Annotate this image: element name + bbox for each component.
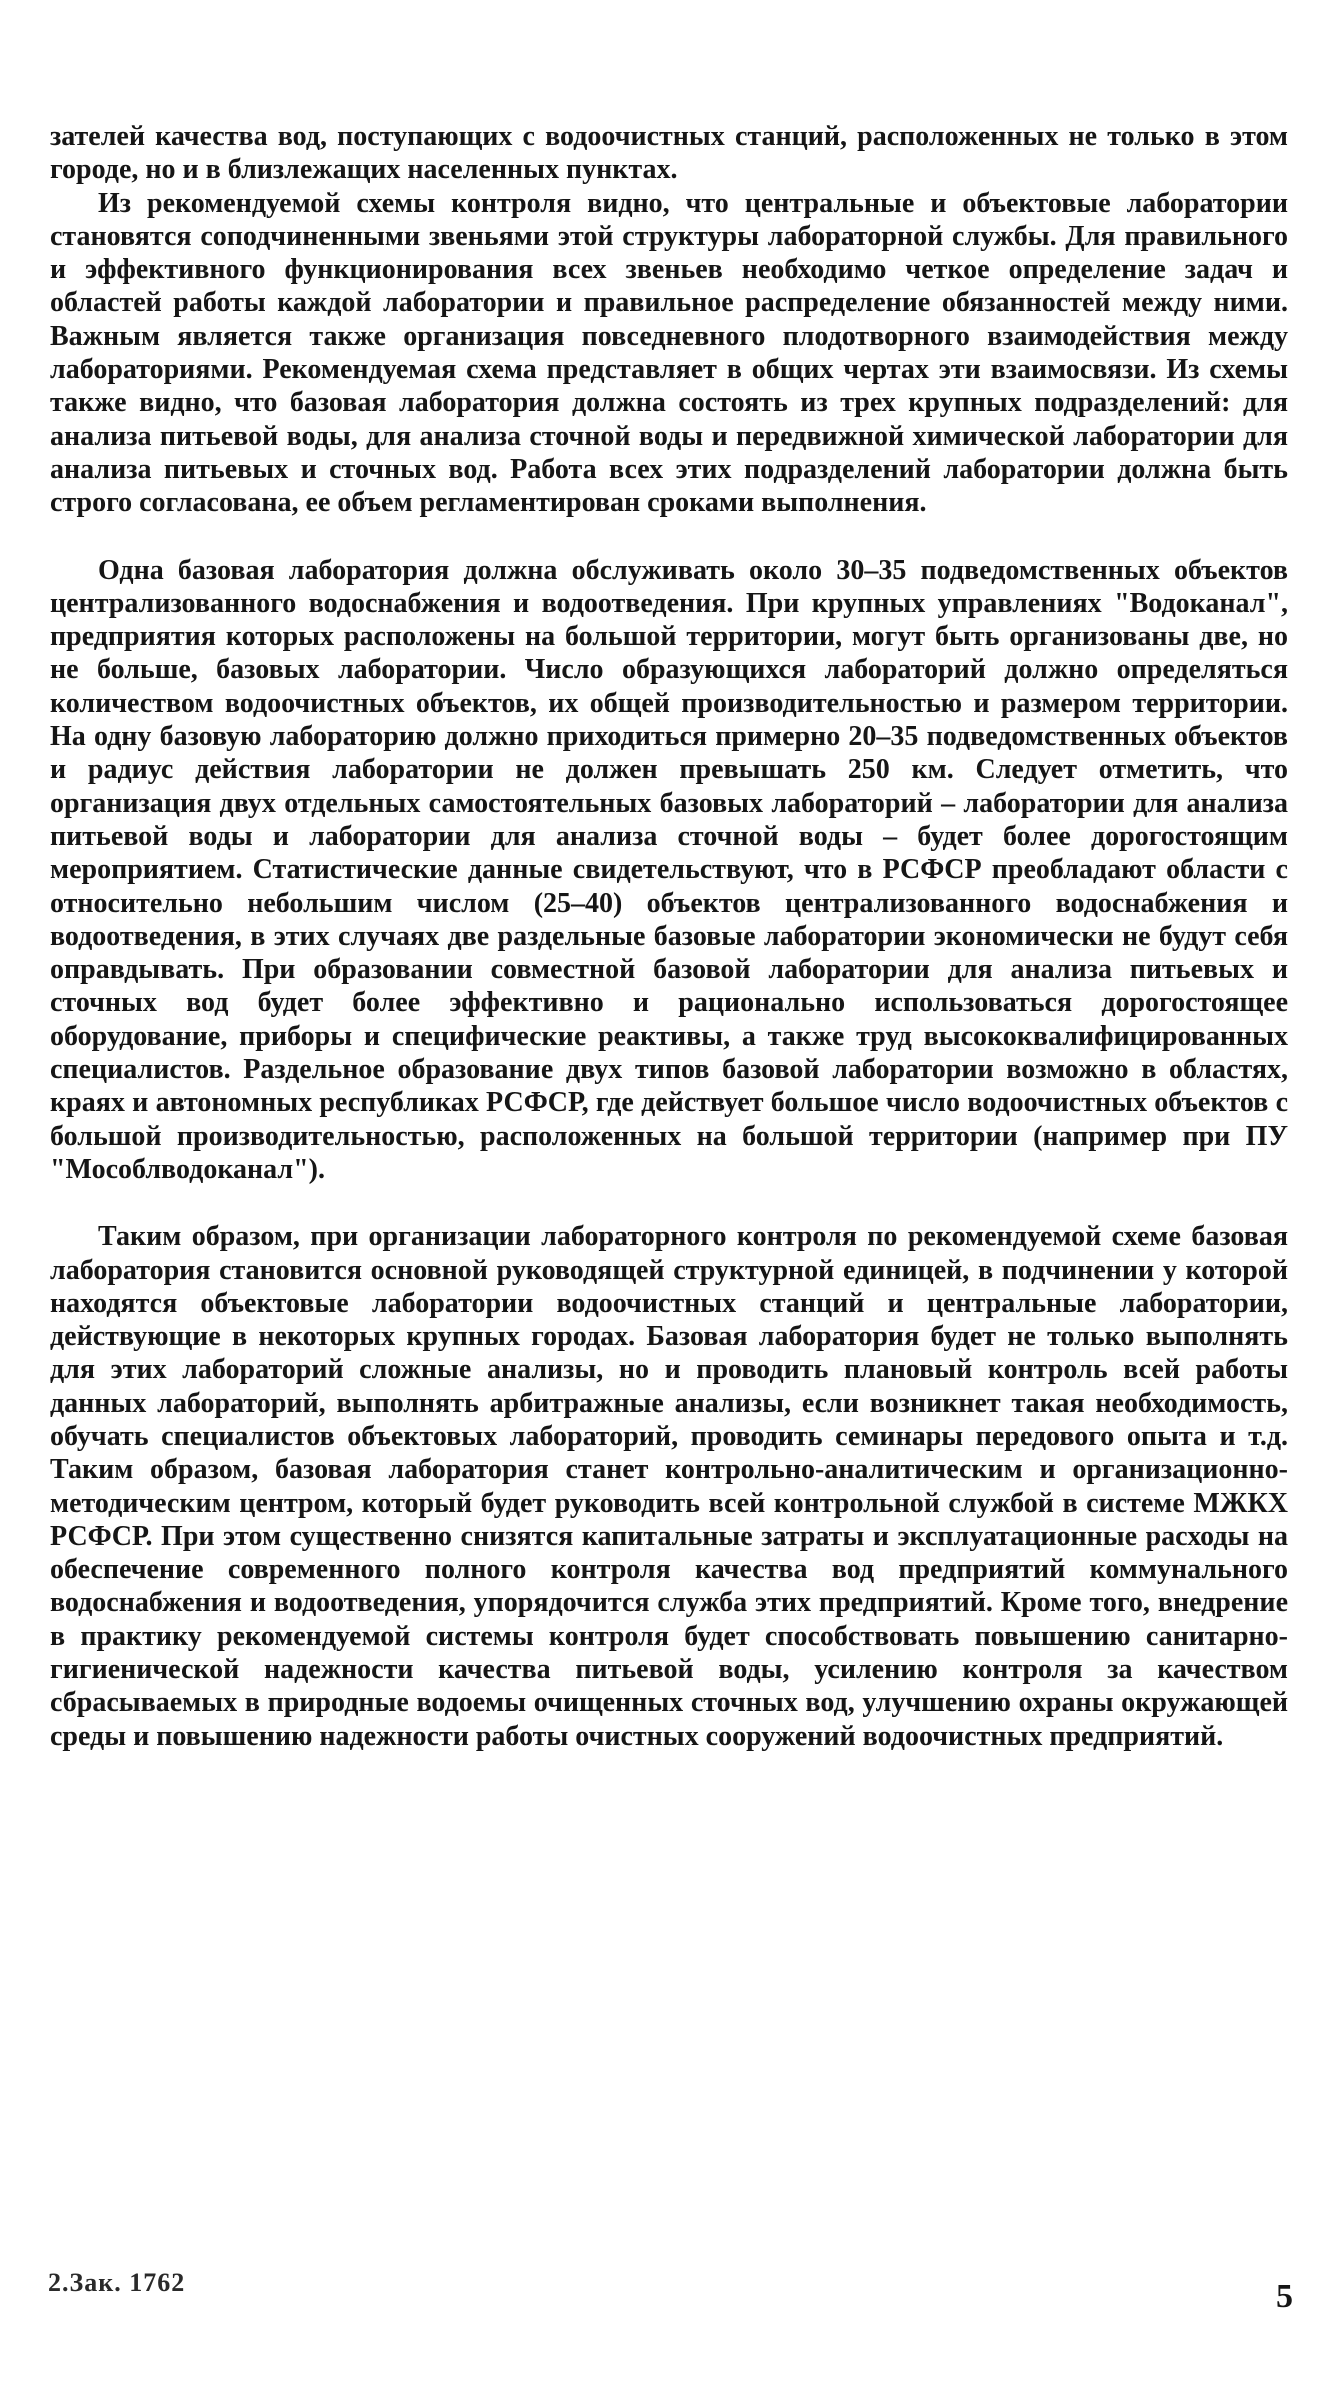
paragraph-continuation: зателей качества вод, поступающих с водоочистных станций, расположенных не только в этом городе, но и в близлежащих населенных пунктах.: [50, 121, 1288, 186]
page-body: [50, 120, 1288, 1753]
paragraph-conclusion: Таким образом, при организации лабораторного контроля по рекомендуемой схеме базовая лаборатория становится основной руководящей структурной единицей, в подчинении у которой находятся объектовые лаборатории водоочистных станций и центральные лаборатории, действующие в некоторых крупных городах. Базовая лаборатория будет не только выполнять для этих лабораторий сложные анализы, но и проводить плановый контроль всей работы данных лабораторий, выполнять арбитражные анализы, если возникнет такая необходимость, обучать специалистов объектовых лабораторий, проводить семинары передового опыта и т.д. Таким образом, базовая лаборатория станет контрольно-аналитическим и организационно-методическим центром, который будет руководить всей контрольной службой в системе МЖКХ РСФСР. При этом существенно снизятся капитальные затраты и эксплуатационные расходы на обеспечение современного полного контроля качества вод предприятий коммунального водоснабжения и водоотведения, упорядочится служба этих предприятий. Кроме того, внедрение в практику рекомендуемой системы контроля будет способствовать повышению санитарно-гигиенической надежности качества питьевой воды, усилению контроля за качеством сбрасываемых в природные водоемы очищенных сточных вод, улучшению охраны окружающей среды и повышению надежности работы очистных сооружений водоочистных предприятий.: [50, 1221, 1288, 1752]
page-number: 5: [1276, 2278, 1293, 2315]
paragraph-gap: [50, 1186, 1288, 1220]
print-order-note: 2.Зак. 1762: [48, 2268, 186, 2297]
paragraph-control-scheme: Из рекомендуемой схемы контроля видно, что центральные и объектовые лаборатории становятся соподчиненными звеньями этой структуры лабораторной службы. Для правильного и эффективного функционирования всех звеньев необходимо четкое определение задач и областей работы каждой лаборатории и правильное распределение обязанностей между ними. Важным является также организация повседневного плодотворного взаимодействия между лабораториями. Рекомендуемая схема представляет в общих чертах эти взаимосвязи. Из схемы также видно, что базовая лаборатория должна состоять из трех крупных подразделений: для анализа питьевой воды, для анализа сточной воды и передвижной химической лаборатории для анализа питьевых и сточных вод. Работа всех этих подразделений лаборатории должна быть строго согласована, ее объем регламентирован сроками выполнения.: [50, 187, 1288, 519]
paragraph-base-laboratory: Одна базовая лаборатория должна обслуживать около 30–35 подведомственных объектов централизованного водоснабжения и водоотведения. При крупных управлениях "Водоканал", предприятия которых расположены на большой территории, могут быть организованы две, но не больше, базовых лаборатории. Число образующихся лабораторий должно определяться количеством водоочистных объектов, их общей производительностью и размером территории. На одну базовую лабораторию должно приходиться примерно 20–35 подведомственных объектов и радиус действия лаборатории не должен превышать 250 км. Следует отметить, что организация двух отдельных самостоятельных базовых лабораторий – лаборатории для анализа питьевой воды и лаборатории для анализа сточной воды – будет более дорогостоящим мероприятием. Статистические данные свидетельствуют, что в РСФСР преобладают области с относительно небольшим числом (25–40) объектов централизованного водоснабжения и водоотведения, в этих случаях две раздельные базовые лаборатории экономически не будут себя оправдывать. При образовании совместной базовой лаборатории для анализа питьевых и сточных вод будет более эффективно и рационально использоваться дорогостоящее оборудование, приборы и специфические реактивы, а также труд высококвалифицированных специалистов. Раздельное образование двух типов базовой лаборатории возможно в областях, краях и автономных республиках РСФСР, где действует большое число водоочистных объектов с большой производительностью, расположенных на большой территории (например при ПУ "Мособлводоканал").: [50, 554, 1288, 1185]
paragraph-gap: [50, 520, 1288, 554]
